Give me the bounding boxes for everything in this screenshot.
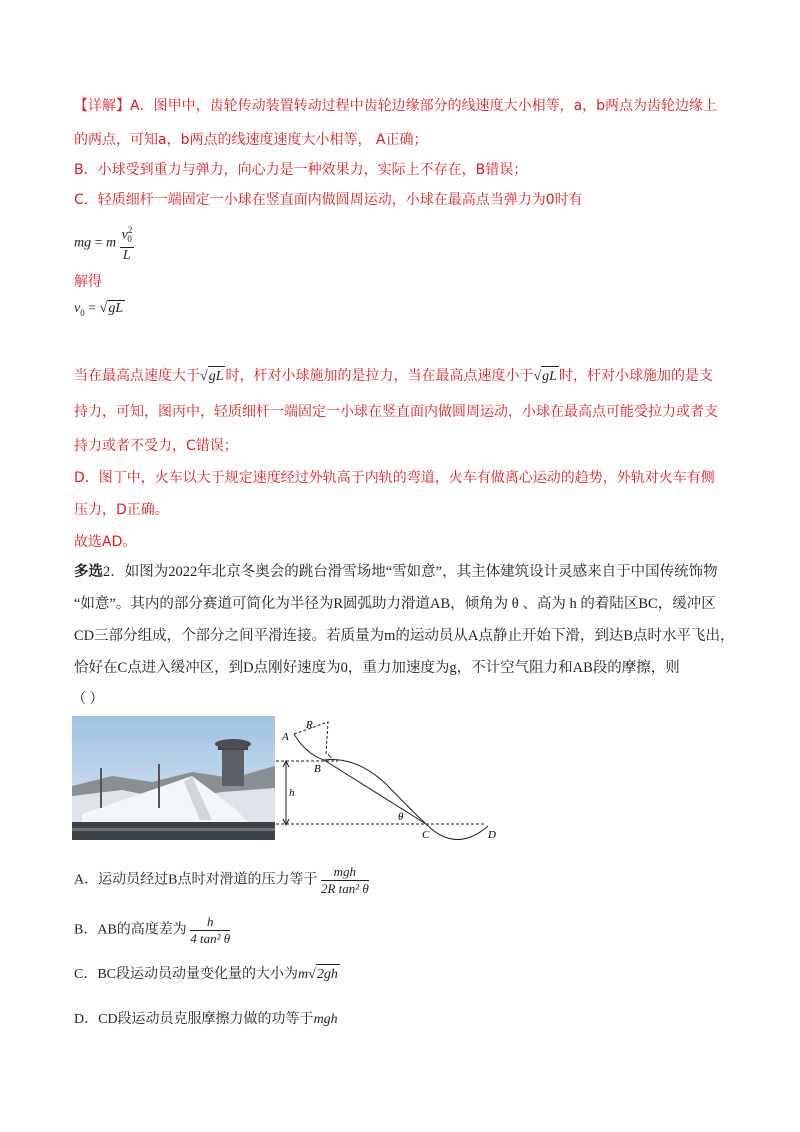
- eq1-num-sup: 2: [127, 225, 133, 235]
- eq1-eq: =: [91, 235, 107, 251]
- c2-part-a: 当在最高点速度大于: [74, 368, 200, 384]
- question-line-1: [74, 562, 718, 582]
- option-a[interactable]: [74, 864, 369, 897]
- explanation-line-c3: 持力，可知，图丙中，轻质细杆一端固定一小球在竖直面内做圆周运动，小球在最高点可能受拉力或者支: [74, 404, 718, 420]
- option-a-fraction: $\frac{\text{mgh}}{\text{2R tan² θ}}$: [320, 864, 369, 896]
- explanation-line-c1: C．轻质细杆一端固定一小球在竖直面内做圆周运动，小球在最高点当弹力为0时有: [74, 192, 583, 208]
- question-line-2: “如意”。其内的部分赛道可简化为半径为R圆弧助力滑道AB，倾角为 θ 、高为 h 的着陆区BC，缓冲区: [74, 596, 716, 612]
- equation-mg: [74, 222, 134, 264]
- question-line-4: 恰好在C点进入缓冲区，到D点刚好速度为0，重力加速度为g，不计空气阻力和AB段的摩擦，则: [74, 660, 680, 676]
- label-h: h: [289, 787, 295, 799]
- eq1-den: L: [122, 248, 131, 264]
- eq1-num-sub: 0: [127, 234, 132, 245]
- option-c-text: C．BC段运动员动量变化量的大小为: [74, 967, 299, 982]
- eq1-m: m: [106, 235, 117, 251]
- option-d-value: mgh: [313, 1012, 338, 1027]
- option-c-m: m: [298, 967, 309, 982]
- explanation-a-text: A．图甲中，齿轮传动装置转动过程中齿轮边缘部分的线速度大小相等，a，b两点为齿轮边缘上: [130, 98, 718, 114]
- option-c[interactable]: C．BC段运动员动量变化量的大小为m√2gh: [74, 964, 340, 985]
- explanation-tag: 【详解】: [74, 98, 130, 114]
- option-c-rad: 2gh: [316, 964, 340, 985]
- eq2-rad: gL: [108, 301, 124, 316]
- equation-v0: $v_0 = √gL$: [74, 301, 124, 318]
- label-B: B: [314, 763, 321, 775]
- explanation-line-d2: 压力，D正确。: [74, 502, 169, 518]
- option-a-text: A．运动员经过B点时对滑道的压力等于: [74, 872, 318, 888]
- question-tag: 多选: [74, 564, 103, 580]
- option-d-text: D．CD段运动员克服摩擦力做的功等于: [74, 1012, 314, 1027]
- explanation-line-a1: [74, 96, 717, 116]
- eq1-num: v: [121, 227, 128, 243]
- explanation-line-c4: 持力或者不受力，C错误；: [74, 438, 238, 454]
- option-d[interactable]: [74, 1010, 338, 1030]
- eq2-eq: =: [84, 301, 100, 316]
- explanation-line-c2: [74, 366, 713, 387]
- explanation-line-b: B．小球受到重力与弹力，向心力是一种效果力，实际上不存在，B错误；: [74, 162, 528, 178]
- label-R: R: [306, 719, 313, 731]
- ski-jump-photo: [72, 716, 275, 840]
- label-theta: θ: [398, 811, 404, 823]
- track-diagram: [276, 714, 504, 844]
- eq1-fraction: [120, 222, 134, 264]
- answer-paren: （ ）: [72, 692, 104, 707]
- c2-sqrt-2: √gL: [533, 369, 558, 384]
- solve-label: 解得: [74, 274, 102, 290]
- eq1-left: mg: [74, 235, 92, 251]
- option-b-text: B．AB的高度差为: [74, 922, 187, 938]
- option-b[interactable]: [74, 914, 230, 947]
- explanation-answer: 故选AD。: [74, 534, 137, 550]
- question-number: 2．: [103, 564, 125, 580]
- question-text-1: 如图为2022年北京冬奥会的跳台滑雪场地“雪如意”，其主体建筑设计灵感来自于中国传统饰物: [124, 564, 718, 580]
- explanation-line-d1: D．图丁中，火车以大于规定速度经过外轨高于内轨的弯道，火车有做离心运动的趋势，外轨对火车有侧: [74, 470, 715, 486]
- eq2-left: v: [74, 301, 81, 316]
- question-line-3: CD三部分组成，个部分之间平滑连接。若质量为m的运动员从A点静止开始下滑，到达B点时水平飞出，: [74, 628, 735, 644]
- label-D: D: [488, 829, 496, 841]
- option-b-fraction: $\frac{h}{\text{4 tan² θ}}$: [190, 914, 231, 946]
- label-A: A: [282, 731, 289, 743]
- c2-part-c: 时，杆对小球施加的是支: [558, 368, 713, 384]
- c2-sqrt-1: √gL: [200, 369, 225, 384]
- explanation-line-a2: 的两点，可知a，b两点的线速度速度大小相等， A正确；: [74, 132, 428, 148]
- eq2-sub: 0: [80, 307, 85, 318]
- label-C: C: [422, 829, 430, 841]
- c2-part-b: 时，杆对小球施加的是拉力，当在最高点速度小于: [225, 368, 534, 384]
